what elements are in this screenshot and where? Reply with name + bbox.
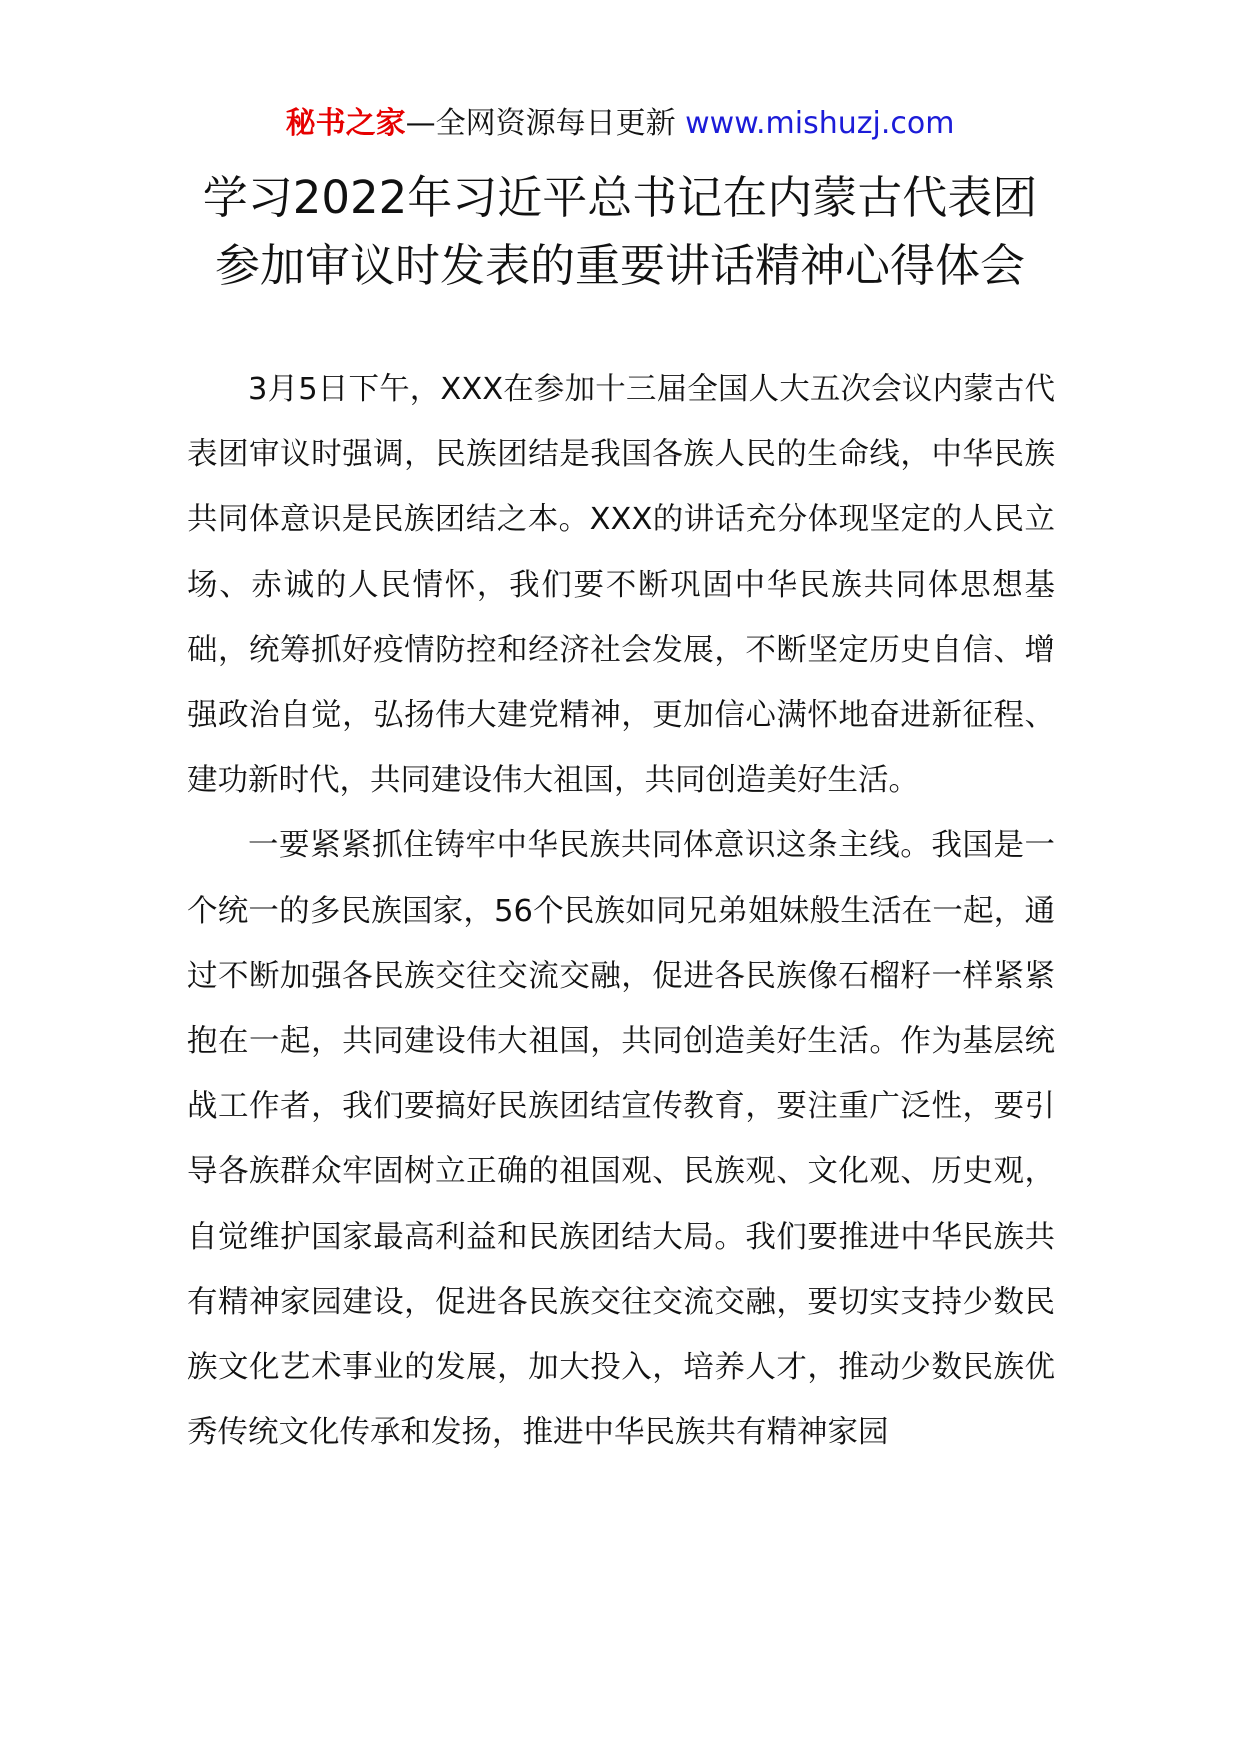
document-body bbox=[187, 357, 1055, 1465]
paragraph-1: 3月5日下午，XXX在参加十三届全国人大五次会议内蒙古代表团审议时强调，民族团结是我国各族人民的生命线，中华民族共同体意识是民族团结之本。XXX的讲话充分体现坚定的人民立场、赤诚的人民情怀，我们要不断巩固中华民族共同体思想基础，统筹抓好疫情防控和经济社会发展，不断坚定历史自信、增强政治自觉，弘扬伟大建党精神，更加信心满怀地奋进新征程、建功新时代，共同建设伟大祖国，共同创造美好生活。 bbox=[187, 372, 1055, 799]
paragraph-2: 一要紧紧抓住铸牢中华民族共同体意识这条主线。我国是一个统一的多民族国家，56个民族如同兄弟姐妹般生活在一起，通过不断加强各民族交往交流交融，促进各民族像石榴籽一样紧紧抱在一起，共同建设伟大祖国，共同创造美好生活。作为基层统战工作者，我们要搞好民族团结宣传教育，要注重广泛性，要引导各族群众牢固树立正确的祖国观、民族观、文化观、历史观，自觉维护国家最高利益和民族团结大局。我们要推进中华民族共有精神家园建设，促进各民族交往交流交融，要切实支持少数民族文化艺术事业的发展，加大投入，培养人才，推动少数民族优秀传统文化传承和发扬，推进中华民族共有精神家园 bbox=[187, 828, 1055, 1451]
site-banner bbox=[0, 104, 1240, 144]
title-line-2: 参加审议时发表的重要讲话精神心得体会 bbox=[214, 239, 1025, 292]
site-url[interactable]: www.mishuzj.com bbox=[685, 106, 955, 141]
document-title bbox=[0, 164, 1240, 300]
brand-name: 秘书之家 bbox=[285, 106, 406, 141]
banner-tagline: —全网资源每日更新 bbox=[405, 106, 676, 141]
title-line-1: 学习2022年习近平总书记在内蒙古代表团 bbox=[202, 171, 1038, 224]
